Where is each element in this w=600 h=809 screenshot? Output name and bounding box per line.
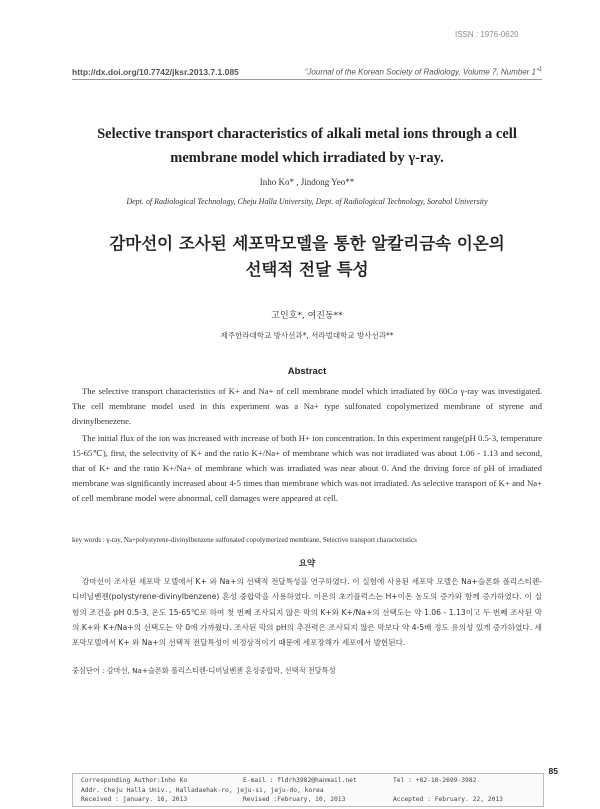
journal-footnote-mark: 1 xyxy=(538,67,542,73)
journal-citation xyxy=(305,67,542,77)
accepted-date: Accepted : February. 22, 2013 xyxy=(393,796,503,803)
authors-english: Inho Ko* , Jindong Yeo** xyxy=(259,177,355,187)
author-address: Addr. Cheju Halla Univ., Halladaehak-ro, jeju-si, jeju-do, korea xyxy=(81,786,324,794)
abstract-body xyxy=(72,384,542,508)
title-english xyxy=(72,122,542,170)
title-korean-line1: 감마선이 조사된 세포막모델을 통한 알칼리금속 이온의 xyxy=(109,234,505,253)
footer-row-address xyxy=(81,787,324,794)
footer-row-contact xyxy=(81,777,477,784)
page-number: 85 xyxy=(548,766,558,776)
author-email[interactable]: E-mail : fldrh3982@hanmail.net xyxy=(243,777,357,784)
title-korean-line2: 선택적 전달 특성 xyxy=(245,260,369,279)
abstract-paragraph-1: The selective transport characteristics of K+ and Na+ of cell membrane model which irradiated by 60Co γ-ray was investigated. The cell membrane model used in this experiment was a Na+ type sulfonated copolymerized membrane of styrene and divinylbenezene. xyxy=(72,386,542,426)
header-divider xyxy=(72,79,542,80)
summary-paragraph: 감마선이 조사된 세포막 모델에서 K+ 와 Na+의 선택적 전달특성을 연구하였다. 이 실험에 사용된 세포막 모델은 Na+슬폰화 폴리스티렌-디비닐벤젠(polystyrene-divinylbenzene) 혼성 중합막을 사용하였다. 이온의 초기플럭스는 H+이온 농도의 증가와 함께 증가하였다. 이 실험의 조건을 pH 0.5-3, 온도 15-65℃로 하여 첫 번째 조사되지 않은 막의 K+와 K+/Na+의 선택도는 약 1.06 - 1.13이고 두 번째 조사된 막의 K+와 K+/Na+의 선택도는 약 0에 가까웠다. 조사된 막의 pH의 추진력은 조사되지 않은 막보다 약 4-5배 정도 유의성 있게 증가하였다. 세포막모델에서 K+ 와 Na+의 선택적 전달특성이 비정상적이기 때문에 세포장해가 세포에서 발현된다. xyxy=(72,577,542,648)
doi-link[interactable]: http://dx.doi.org/10.7742/jksr.2013.7.1.085 xyxy=(72,67,239,77)
author-phone: Tel : +82-10-2699-3982 xyxy=(393,777,477,784)
authors-korean: 고인호*, 여진동** xyxy=(271,311,343,321)
title-korean xyxy=(72,231,542,283)
summary-heading: 요약 xyxy=(298,559,316,569)
affiliation-korean: 제주한라대학교 방사선과*, 서라벌대학교 방사선과** xyxy=(220,331,394,340)
received-date: Received : january. 16, 2013 xyxy=(81,796,188,803)
revised-date: Revised :February, 10, 2013 xyxy=(243,796,346,803)
correspondence-footer xyxy=(72,773,544,807)
footer-row-dates xyxy=(81,796,503,803)
abstract-heading: Abstract xyxy=(287,366,327,377)
affiliation-english: Dept. of Radiological Technology, Cheju Halla University, Dept. of Radiological Technology, Sorabol University xyxy=(126,197,488,206)
keywords-korean: 중심단어 : 감마선, Na+슬폰화 폴리스티렌-디비닐벤젠 혼성중합막, 선택적 전달특성 xyxy=(72,666,336,675)
abstract-paragraph-2: The initial flux of the ion was increased with increase of both H+ ion concentration. In this experiment range(pH 0.5-3, temperature 15-65℃), first, the selectivity of K+ and the ratio K+/Na+ of membrane which was not irradiated was about 1.06 - 1.13 and second, that of K+ and the ratio K+/Na+ of membrane which was irradiated was near about 0. And the driving force of pH of irradiated membrane was significantly increased about 4-5 times than membrane which was not irradiated. As selective transport of K+ and Na+ of cell membrane model were abnormal, cell damages were appeared at cell. xyxy=(72,433,542,503)
title-english-line2: membrane model which irradiated by γ-ray. xyxy=(170,150,444,166)
journal-citation-text: “Journal of the Korean Society of Radiology, Volume 7, Number 1” xyxy=(304,67,539,77)
keywords-english: key words : γ-ray, Na+polystyrene-divinylbenzene sulfonated copolymerized membrane, Selective transport characteristics xyxy=(72,536,417,544)
corresponding-author: Corresponding Author:Inho Ko xyxy=(81,777,188,784)
title-english-line1: Selective transport characteristics of alkali metal ions through a cell xyxy=(97,126,517,142)
summary-body xyxy=(72,574,542,650)
issn-label: ISSN : 1976-0620 xyxy=(455,30,519,39)
